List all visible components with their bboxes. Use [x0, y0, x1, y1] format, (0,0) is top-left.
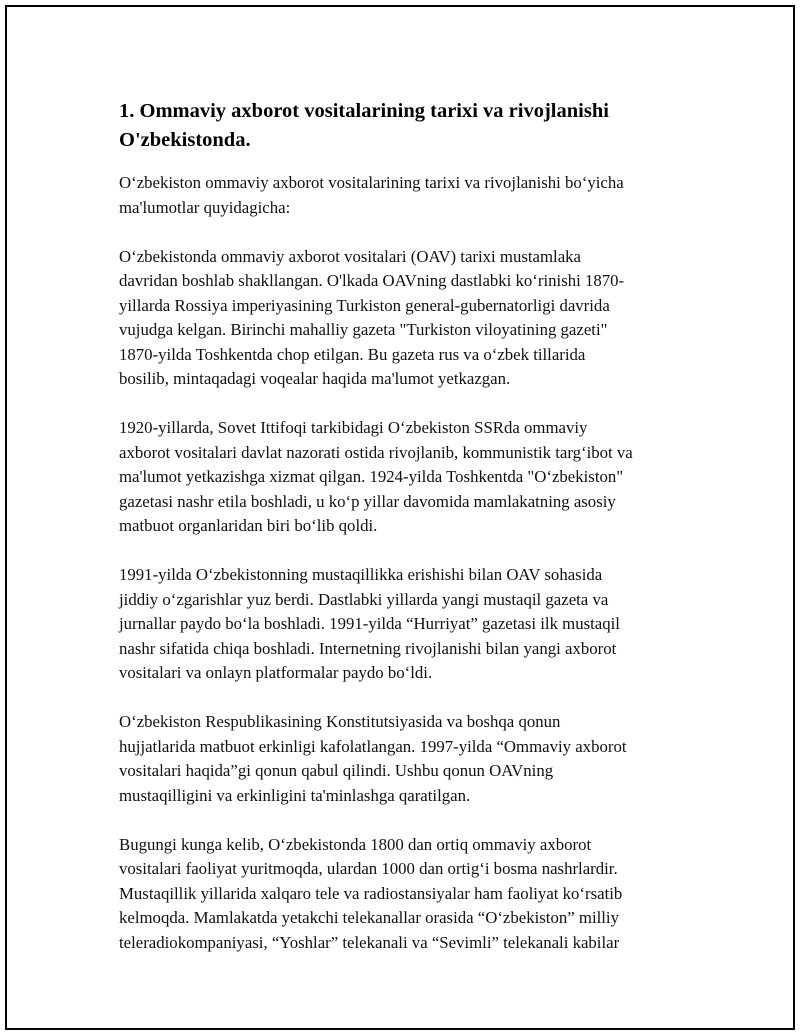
text-line: ma'lumot yetkazishga xizmat qilgan. 1924-yilda Toshkentda "O‘zbekiston"	[119, 467, 624, 486]
text-line: jiddiy o‘zgarishlar yuz berdi. Dastlabki yillarda yangi mustaqil gazeta va	[119, 589, 609, 609]
text-line: axborot vositalari davlat nazorati ostida rivojlanib, kommunistik targ‘ibot va	[119, 442, 633, 462]
text-line: matbuot organlaridan biri bo‘lib qoldi.	[119, 516, 378, 535]
text-line: teleradiokompaniyasi, “Yoshlar” telekanali va “Sevimli” telekanali kabilar	[119, 932, 620, 952]
section-title-line: 1. Ommaviy axborot vositalarining tarixi va rivojlanishi	[119, 100, 609, 122]
section-title-line: O'zbekistonda.	[119, 129, 251, 151]
text-line: vositalari va onlayn platformalar paydo bo‘ldi.	[119, 663, 433, 682]
paragraph-present-day	[119, 833, 689, 956]
section-title	[119, 97, 689, 155]
text-line: O‘zbekiston Respublikasining Konstitutsiyasida va boshqa qonun	[119, 712, 561, 731]
text-line: Bugungi kunga kelib, O‘zbekistonda 1800 dan ortiq ommaviy axborot	[119, 834, 592, 854]
paragraph-colonial-history	[119, 245, 689, 392]
text-line: 1920-yillarda, Sovet Ittifoqi tarkibidagi O‘zbekiston SSRda ommaviy	[119, 418, 588, 437]
text-line: O‘zbekiston ommaviy axborot vositalarining tarixi va rivojlanishi bo‘yicha	[119, 173, 624, 192]
text-line: vositalari haqida”gi qonun qabul qilindi. Ushbu qonun OAVning	[119, 761, 554, 780]
text-line: 1991-yilda O‘zbekistonning mustaqillikka erishishi bilan OAV sohasida	[119, 565, 603, 584]
paragraph-legislation	[119, 710, 689, 808]
text-line: 1870-yilda Toshkentda chop etilgan. Bu gazeta rus va o‘zbek tillarida	[119, 344, 586, 364]
text-line: Mustaqillik yillarida xalqaro tele va radiostansiyalar ham faoliyat ko‘rsatib	[119, 883, 623, 903]
paragraph-soviet-period	[119, 416, 689, 539]
paragraph-independence	[119, 563, 689, 686]
document-page	[5, 5, 795, 1030]
text-line: O‘zbekistonda ommaviy axborot vositalari (OAV) tarixi mustamlaka	[119, 246, 581, 266]
text-line: vujudga kelgan. Birinchi mahalliy gazeta "Turkiston viloyatining gazeti"	[119, 320, 608, 339]
text-line: jurnallar paydo bo‘la boshladi. 1991-yilda “Hurriyat” gazetasi ilk mustaqil	[119, 614, 620, 633]
document-content	[119, 97, 689, 955]
text-line: vositalari faoliyat yuritmoqda, ulardan 1000 dan ortig‘i bosma nashrlardir.	[119, 859, 618, 878]
text-line: hujjatlarida matbuot erkinligi kafolatlangan. 1997-yilda “Ommaviy axborot	[119, 736, 627, 756]
text-line: davridan boshlab shakllangan. O'lkada OAVning dastlabki ko‘rinishi 1870-	[119, 271, 625, 290]
text-line: ma'lumotlar quyidagicha:	[119, 197, 291, 217]
paragraph-intro	[119, 171, 689, 220]
text-line: nashr sifatida chiqa boshladi. Internetning rivojlanishi bilan yangi axborot	[119, 638, 617, 658]
text-line: yillarda Rossiya imperiyasining Turkiston general-gubernatorligi davrida	[119, 295, 610, 315]
text-line: bosilib, mintaqadagi voqealar haqida ma'lumot yetkazgan.	[119, 369, 511, 388]
text-line: mustaqilligini va erkinligini ta'minlashga qaratilgan.	[119, 785, 471, 805]
text-line: gazetasi nashr etila boshladi, u ko‘p yillar davomida mamlakatning asosiy	[119, 491, 616, 511]
text-line: kelmoqda. Mamlakatda yetakchi telekanallar orasida “O‘zbekiston” milliy	[119, 908, 619, 927]
